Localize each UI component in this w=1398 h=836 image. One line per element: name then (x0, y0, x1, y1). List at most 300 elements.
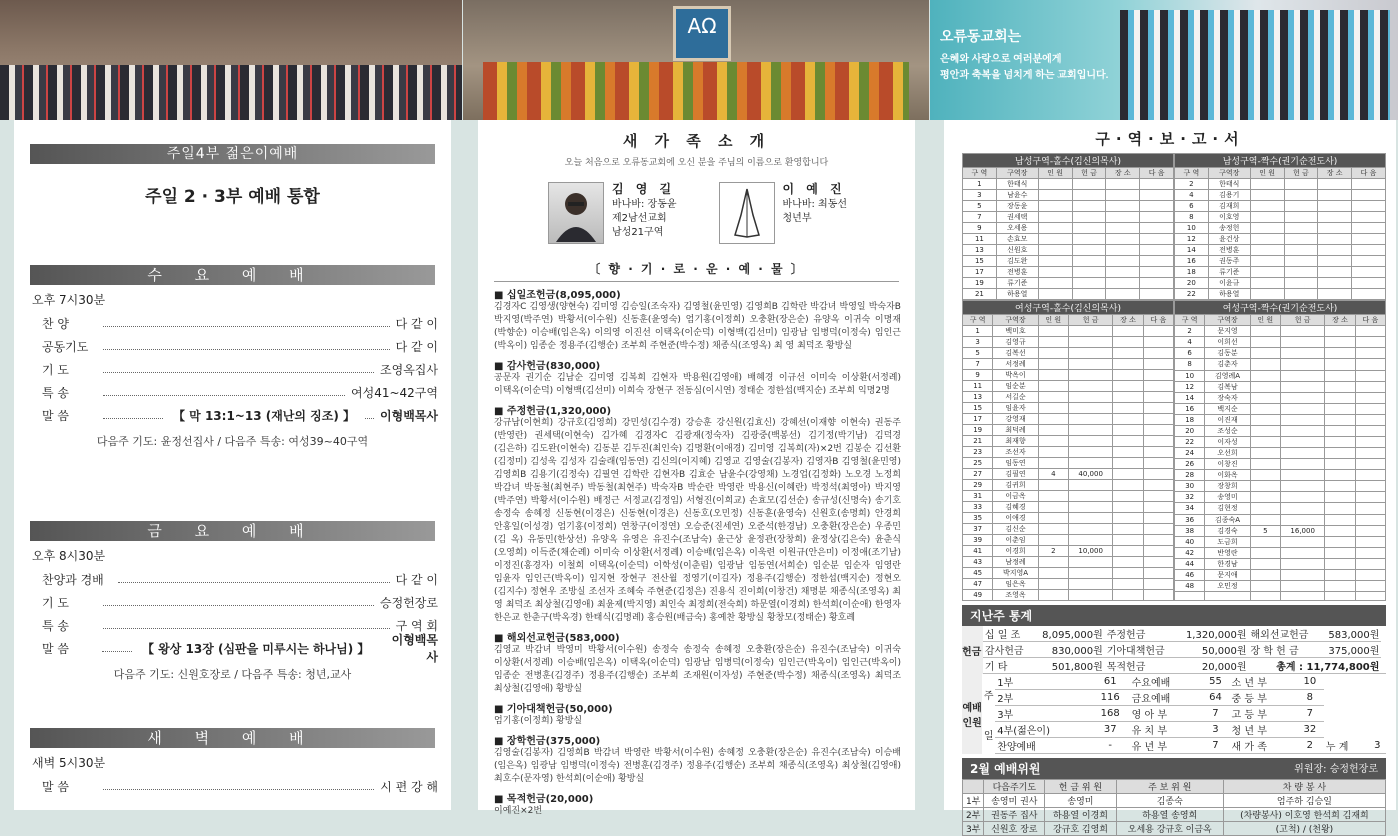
table-cell (1280, 547, 1324, 558)
table-cell (1038, 436, 1068, 447)
table-cell (1355, 536, 1385, 547)
table-cell (1140, 245, 1174, 256)
table-cell: 29 (963, 480, 993, 491)
table-cell: 영 아 부 (1130, 706, 1202, 722)
new-family-list (548, 182, 915, 244)
table-cell (1250, 289, 1284, 300)
column-header: 구 역 (1175, 168, 1209, 179)
table-cell: 32 (1175, 492, 1205, 503)
wed-row-praise: 찬 양 다 같 이 (42, 316, 438, 331)
table-cell: 기 타 (983, 658, 1031, 674)
table-row (1175, 267, 1386, 278)
table-cell (1352, 223, 1386, 234)
column-header: 차 량 봉 사 (1223, 780, 1385, 794)
table-cell: 권동주 (1208, 256, 1250, 267)
offering-list (494, 286, 901, 818)
table-cell: 2부 (995, 690, 1091, 706)
table-cell (1355, 470, 1385, 481)
table-cell: 10,000 (1068, 546, 1112, 557)
table-cell (1038, 278, 1072, 289)
table-cell: 김영례A (1205, 370, 1250, 381)
banner-line2: 평안과 축복을 넘치게 하는 교회입니다. (940, 70, 1109, 81)
family-barnabas: 바나바: 최동선 (782, 199, 848, 210)
table-cell (1038, 458, 1068, 469)
table-cell: 임은옥 (993, 579, 1038, 590)
table-cell (1068, 381, 1112, 392)
table-cell (1143, 469, 1173, 480)
table-cell (1143, 381, 1173, 392)
table-cell: 유 치 부 (1130, 722, 1202, 738)
table-cell (1325, 547, 1355, 558)
column-header: 헌 금 (1280, 315, 1324, 326)
table-cell (1280, 326, 1324, 337)
table-cell: 36 (1175, 514, 1205, 525)
table-cell (1113, 546, 1143, 557)
table-cell: 31 (963, 491, 993, 502)
table-cell: 583,000원 (1319, 626, 1382, 642)
table-cell (1355, 414, 1385, 425)
table-row (963, 491, 1174, 502)
table-cell (1113, 414, 1143, 425)
table-cell (1250, 212, 1284, 223)
stats-bar: 지난주 통계 (962, 605, 1386, 626)
table-cell: 64 (1201, 690, 1229, 706)
table-cell (1038, 381, 1068, 392)
table-row (1175, 392, 1386, 403)
table-cell (1038, 212, 1072, 223)
offering-head: ■ 장학헌금(375,000) (494, 736, 601, 747)
table-row (963, 278, 1174, 289)
table-cell: 10 (1296, 674, 1324, 690)
young-worship-bar: 주일4부 젊은이예배 (30, 144, 435, 164)
table-row (963, 212, 1174, 223)
table-row (963, 502, 1174, 513)
table-cell: 권세택 (996, 212, 1038, 223)
table-cell (1205, 592, 1250, 601)
table-cell (1038, 179, 1072, 190)
table-cell: 14 (1175, 245, 1209, 256)
person-photo (548, 182, 604, 244)
table-cell (1038, 337, 1068, 348)
table-cell (1140, 179, 1174, 190)
table-cell (1068, 590, 1112, 601)
offering-names: 김경자C 김영생(양현숙) 김미영 김승일(조숙자) 김영철(윤민영) 김영희B 김학란 박감녀 박영일 박숙자B 박지영(박주연) 박황서(이수원) 신동훈(윤영숙) 엄기홍(이정희) 오충환(장은순) 유양옥 이귀숙 이명재(박향순) 이승배(임은옥) 이의영 이진선 이택옥(이순덕) 이형백(김선미) 임광남 임병덕(이정숙) 임인근(박옥이) 임종순 정용주(김행순) 조부희 주현준(박수정) 채종식(조영옥) 최 영 최덕조 황방실 (494, 302, 901, 351)
table-cell: 김영규 (993, 337, 1038, 348)
committee-table (962, 779, 1386, 836)
table-cell: 오선희 (1205, 448, 1250, 459)
table-cell: 3 (963, 190, 997, 201)
table-cell (1250, 267, 1284, 278)
table-row (1175, 503, 1386, 514)
table-cell: 34 (1175, 503, 1205, 514)
table-cell (1250, 414, 1280, 425)
column-header: 장 소 (1325, 315, 1355, 326)
table-cell (1355, 592, 1385, 601)
table-row (1175, 190, 1386, 201)
family-name: 이 예 진 (782, 182, 846, 196)
table-cell (1113, 502, 1143, 513)
table-cell: 40,000 (1068, 469, 1112, 480)
table-row (963, 414, 1174, 425)
table-cell (1038, 348, 1068, 359)
table-cell: 장숙자 (1205, 392, 1250, 403)
table-cell (1318, 223, 1352, 234)
table-cell (1355, 569, 1385, 580)
family-group: 제2남선교회 (612, 213, 667, 224)
table-cell: 김복선 (993, 348, 1038, 359)
table-row (963, 436, 1174, 447)
offering-head: ■ 감사헌금(830,000) (494, 361, 601, 372)
table-cell (1113, 480, 1143, 491)
dawn-row-sermon: 말 씀 시 편 강 해 (42, 779, 438, 794)
table-cell: 20 (1175, 278, 1209, 289)
table-cell: 문지애 (1205, 569, 1250, 580)
table-cell: 장창희 (1205, 481, 1250, 492)
table-cell (1143, 535, 1173, 546)
sunday-label: 주 일 (983, 690, 994, 742)
table-cell: - (1091, 738, 1130, 754)
table-cell (1113, 579, 1143, 590)
table-cell: 50,000원 (1175, 642, 1248, 658)
table-cell (1352, 179, 1386, 190)
table-cell (1250, 569, 1280, 580)
table-cell: 9 (963, 370, 993, 381)
table-cell (1250, 448, 1280, 459)
table-cell: 총계 : 11,774,800원 (1249, 658, 1382, 674)
table-cell: 백미호 (993, 326, 1038, 337)
table-cell (1355, 425, 1385, 436)
table-cell: 41 (963, 546, 993, 557)
table-cell (1250, 337, 1280, 348)
table-cell (1068, 348, 1112, 359)
district-tables (962, 153, 1386, 601)
column-header: 인 원 (1038, 168, 1072, 179)
dawn-worship-bar: 새 벽 예 배 (30, 728, 435, 748)
table-cell: 42 (1175, 547, 1205, 558)
table-cell: 이애경 (993, 513, 1038, 524)
table-cell: 엄주하 김승일 (1223, 794, 1385, 808)
table-cell: 6 (1175, 201, 1209, 212)
table-cell (1355, 481, 1385, 492)
table-cell: 40 (1175, 536, 1205, 547)
table-cell: 7 (963, 359, 993, 370)
table-cell (1280, 381, 1324, 392)
table-cell (1325, 492, 1355, 503)
table-cell (1113, 568, 1143, 579)
column-header: 헌 금 (1072, 168, 1106, 179)
table-cell: 501,800원 (1031, 658, 1104, 674)
table-cell (1038, 234, 1072, 245)
table-cell (1318, 289, 1352, 300)
table-cell (1038, 267, 1072, 278)
wed-row-sermon: 말 씀 【 막 13:1~13 (재난의 징조) 】 이형백목사 (42, 408, 438, 423)
table-cell: 소 년 부 (1230, 674, 1296, 690)
table-cell: 22 (1175, 436, 1205, 447)
table-cell (1280, 514, 1324, 525)
table-row (1175, 326, 1386, 337)
column-header: 구 역 (963, 315, 993, 326)
table-cell: 20 (1175, 425, 1205, 436)
table-cell (1250, 536, 1280, 547)
table-cell (1325, 348, 1355, 359)
table-cell (1038, 223, 1072, 234)
table-cell: 이윤규 (1208, 278, 1250, 289)
table-cell: 임동연 (993, 458, 1038, 469)
table-cell: 43 (963, 557, 993, 568)
table-cell: 5 (1250, 525, 1280, 536)
table-cell (1038, 326, 1068, 337)
table-cell: 신원호 장로 (984, 822, 1045, 836)
table-cell: 이춘임 (993, 535, 1038, 546)
table-row (1175, 536, 1386, 547)
table-cell: 37 (963, 524, 993, 535)
table-cell (1280, 492, 1324, 503)
table-cell (1143, 414, 1173, 425)
table-row (963, 234, 1174, 245)
table-cell (1143, 337, 1173, 348)
table-cell: 류기준 (1208, 267, 1250, 278)
table-cell (1355, 403, 1385, 414)
column-header: 주 보 위 원 (1116, 780, 1223, 794)
table-cell (1318, 267, 1352, 278)
table-cell (1284, 256, 1318, 267)
table-cell: 25 (963, 458, 993, 469)
committee-bar: 2월 예배위원 위원장: 승정헌장로 (962, 758, 1386, 779)
column-header: 구 역 (963, 168, 997, 179)
table-cell: 이창진 (1205, 459, 1250, 470)
table-cell: 2 (1175, 326, 1205, 337)
table-cell (1352, 256, 1386, 267)
table-row (995, 706, 1386, 722)
wed-row-special: 특 송 여성41~42구역 (42, 385, 438, 400)
column-header: 다 음 (1355, 315, 1385, 326)
table-cell (1143, 579, 1173, 590)
offering-names: 강규남(이현희) 강규호(김영희) 강민성(김수경) 강승훈 강신원(김효신) 강혜선(이재향 이현숙) 권동주(반영란) 권세택(이현숙) 김가혜 김경자C 김광재(정숙자) 김광중(백봉선) 김기정(박기남) 김덕경(김은하) 김도완(이현숙) 김동분 김두진(최인숙) 김명환(이애경) 김미영 김복희(자)×2번 김봉순 김선환(김정미) 김성욱 김성자 김술래(임동연) 김신의(이지혜) 김영교 김영술(김봉자) 김영자B 김영철(윤민영) 김영희B 김용기(김정숙) 김필연 김학란 김현자B 김효순 남윤수(강영채) 노경업(김정화) 노오경 노정희 박감녀 박동철(최현주) 박동철(최현주) 박숙자B 박순란 박영란 박용신(이혜란) 박정석(최영아) 박지영(박주연) 박황서(이수원) 배정근 서정교(김정임) 서형진(이희교) 손효모(김선순) 송규성(신명숙) 송기호 송정숙 송혜정 신동현(이경은) 신동현(이경은) 신동호(오민정) 신동훈(윤영숙) 신원호(송명희) 안경희 안홍일(이성경) 엄기홍(이정희) 연창구(이정연) 오승준(진세연) 오준석(한경남) 오충환(장은순) 우종민(김 옥) 유동민(한상선) 유양옥 유영은 유진수(조남숙) 윤근상 윤정관(장창희) 윤정상(김은숙) 윤춘식(오영희) 이득준(채순례) 이미숙 이상환(서정례) 이승배(임은옥) 이욱련 이원규(안은미) 이정애(조기남) 이정진(홍경자) 이철희 이택옥(이순덕) 이학성(이춘림) 임광남 임동연(서희순) 임순분 임순자 임영란 임윤자 임인근(박옥이) 임지현 장현구 전산월 정영기(이길자) 정용주(김행순) 정한섭(백지순) 정현오(김지수) 정현우 조방실 조선자 조혜숙 주현준(김정은) 진용식 진이희(이창건) 채명분 채종식(조영옥) 최 영 최덕조 최상철(김영애) 최윤제(박지영) 최인숙 최정희(전숙희) 하문열(이경희) 한석희(이순애) 한영자 한은교 한춘구(박옥경) 한태식(김명례) 홍승원(배금숙) 홍예찬 황방실 황창모(정태순) 황호례 (494, 418, 901, 623)
thanksgiving-altar-photo (463, 0, 929, 120)
table-cell (1068, 480, 1112, 491)
wednesday-worship-bar: 수 요 예 배 (30, 265, 435, 285)
table-cell (1250, 179, 1284, 190)
table-cell (1038, 190, 1072, 201)
offering-names: 이예진×2번 (494, 806, 543, 816)
table-cell: 17 (963, 414, 993, 425)
table-cell: 누 계 (1324, 738, 1369, 754)
table-cell: 중 등 부 (1230, 690, 1296, 706)
praying-hands-icon (719, 182, 775, 244)
table-cell (1140, 278, 1174, 289)
table-cell: 8 (1296, 690, 1324, 706)
table-cell (1068, 326, 1112, 337)
table-row (1175, 201, 1386, 212)
table-cell: 9 (963, 223, 997, 234)
table-cell: 1부 (995, 674, 1091, 690)
table-cell (1284, 212, 1318, 223)
table-cell: 1 (963, 326, 993, 337)
table-row (963, 359, 1174, 370)
district-table-title: 여성구역-짝수(권기순전도사) (1175, 301, 1386, 315)
table-row (995, 722, 1386, 738)
table-cell (1250, 558, 1280, 569)
table-cell (1280, 536, 1324, 547)
table-cell: 27 (963, 469, 993, 480)
table-row (963, 337, 1174, 348)
worship-schedule-panel (14, 120, 451, 810)
table-cell (1072, 212, 1106, 223)
table-cell (1325, 569, 1355, 580)
offering-names: 김영교 박감녀 박영미 박황서(이수원) 송정숙 송정숙 송혜정 오충환(장은순) 유진수(조남숙) 이귀숙 이상환(서정례) 이승배(임은옥) 이택옥(이순덕) 임광남 임병덕(이정숙) 임인근(박옥이) 임인근(박옥이) 임종순 전병훈(김경주) 정용주(김행순) 조부희 조재원(이자성) 주현준(박수정) 채종식(조영옥) 최덕조 최상철(김영애) 황방실 (494, 645, 901, 694)
table-row (963, 348, 1174, 359)
table-cell: 조성순 (1205, 425, 1250, 436)
table-cell (1143, 425, 1173, 436)
table-cell (1250, 245, 1284, 256)
table-cell: 권동주 집사 (984, 808, 1045, 822)
table-row (963, 480, 1174, 491)
table-cell: 61 (1091, 674, 1130, 690)
table-row (995, 738, 1386, 754)
table-cell (1143, 502, 1173, 513)
table-cell: 금요예배 (1130, 690, 1202, 706)
table-cell (1038, 245, 1072, 256)
table-row (1175, 470, 1386, 481)
table-cell: 1부 (963, 794, 984, 808)
table-row (995, 674, 1386, 690)
table-cell (1068, 535, 1112, 546)
table-cell (1250, 256, 1284, 267)
table-row (963, 568, 1174, 579)
table-cell (1355, 326, 1385, 337)
table-cell (1038, 535, 1068, 546)
table-cell: 윤건상 (1208, 234, 1250, 245)
table-cell: 19 (963, 278, 997, 289)
table-cell (1068, 425, 1112, 436)
table-cell (1250, 436, 1280, 447)
table-cell (1106, 245, 1140, 256)
table-cell (1068, 491, 1112, 502)
table-cell: 김동분 (1205, 348, 1250, 359)
table-cell: 백지순 (1205, 403, 1250, 414)
table-row (963, 590, 1174, 601)
harvest-altar (483, 62, 909, 120)
table-cell: 30 (1175, 481, 1205, 492)
table-cell: 3 (1369, 738, 1387, 754)
table-cell (1284, 289, 1318, 300)
congregation-group (1120, 10, 1390, 120)
district-table-title: 남성구역-짝수(권기순전도사) (1175, 154, 1386, 168)
table-row (963, 535, 1174, 546)
table-row (1175, 212, 1386, 223)
table-cell (1250, 201, 1284, 212)
column-header: 장 소 (1113, 315, 1143, 326)
table-row (963, 223, 1174, 234)
table-cell: 8 (1175, 212, 1209, 223)
table-cell (1355, 514, 1385, 525)
table-cell (1038, 568, 1068, 579)
table-cell (1280, 370, 1324, 381)
table-cell (1250, 470, 1280, 481)
table-cell: 신원호 (996, 245, 1038, 256)
offering-names: 엄기홍(이정희) 황방실 (494, 716, 583, 726)
table-cell: 20,000원 (1175, 658, 1248, 674)
table-cell: 기아대책헌금 (1105, 642, 1175, 658)
table-cell (1325, 425, 1355, 436)
fri-row-praise: 찬양과 경배 다 같 이 (42, 572, 438, 587)
table-cell: 이진재 (1205, 414, 1250, 425)
table-cell (1143, 348, 1173, 359)
table-cell (1038, 480, 1068, 491)
table-cell: 5 (963, 348, 993, 359)
offering-stats (962, 626, 1386, 674)
table-cell: 청 년 부 (1230, 722, 1296, 738)
table-cell (1143, 436, 1173, 447)
table-cell (1143, 513, 1173, 524)
table-cell (1113, 491, 1143, 502)
table-cell (1250, 359, 1280, 370)
table-row (1175, 547, 1386, 558)
table-cell (1280, 592, 1324, 601)
district-report-title: 구·역·보·고·서 (1095, 130, 1245, 148)
table-cell (1068, 458, 1112, 469)
table-cell (1113, 590, 1143, 601)
table-cell (1113, 370, 1143, 381)
table-cell (1355, 370, 1385, 381)
table-cell: (고척) / (천왕) (1223, 822, 1385, 836)
table-cell: 18 (1175, 267, 1209, 278)
column-header: 구역장 (1205, 315, 1250, 326)
table-cell: 116 (1091, 690, 1130, 706)
table-cell (1250, 547, 1280, 558)
table-cell (1250, 392, 1280, 403)
table-cell (1250, 503, 1280, 514)
table-cell (1355, 459, 1385, 470)
table-cell (1325, 337, 1355, 348)
table-cell (1143, 590, 1173, 601)
table-cell (1068, 414, 1112, 425)
table-cell (1068, 403, 1112, 414)
table-cell: 김춘자 (1205, 359, 1250, 370)
table-cell: 한태식 (996, 179, 1038, 190)
table-cell: 김혜경 (993, 502, 1038, 513)
table-row (963, 179, 1174, 190)
table-cell (1106, 289, 1140, 300)
table-cell (1038, 447, 1068, 458)
table-cell (1068, 568, 1112, 579)
table-cell: 감사헌금 (983, 642, 1031, 658)
table-cell: 김필연 (993, 469, 1038, 480)
table-cell (1325, 381, 1355, 392)
table-cell (1355, 525, 1385, 536)
new-family-offering-panel (478, 120, 915, 816)
table-cell: 임순분 (993, 381, 1038, 392)
table-row (963, 245, 1174, 256)
table-row (963, 425, 1174, 436)
table-cell: 49 (963, 590, 993, 601)
table-cell: 송정헌 (1208, 223, 1250, 234)
table-cell: 서길순 (993, 392, 1038, 403)
table-cell (1355, 558, 1385, 569)
table-cell (1113, 524, 1143, 535)
table-cell: 3부 (995, 706, 1091, 722)
friday-note: 다음주 기도: 신원호장로 / 다음주 특송: 청년,교사 (113, 668, 352, 681)
table-cell (1140, 289, 1174, 300)
friday-time: 오후 8시30분 (32, 549, 106, 563)
table-cell: 김현정 (1205, 503, 1250, 514)
table-cell: 김용기 (1208, 190, 1250, 201)
table-row (1175, 448, 1386, 459)
table-cell (1355, 492, 1385, 503)
table-cell: 4 (1038, 469, 1068, 480)
table-cell (1250, 481, 1280, 492)
table-cell: 김재희 (1208, 201, 1250, 212)
